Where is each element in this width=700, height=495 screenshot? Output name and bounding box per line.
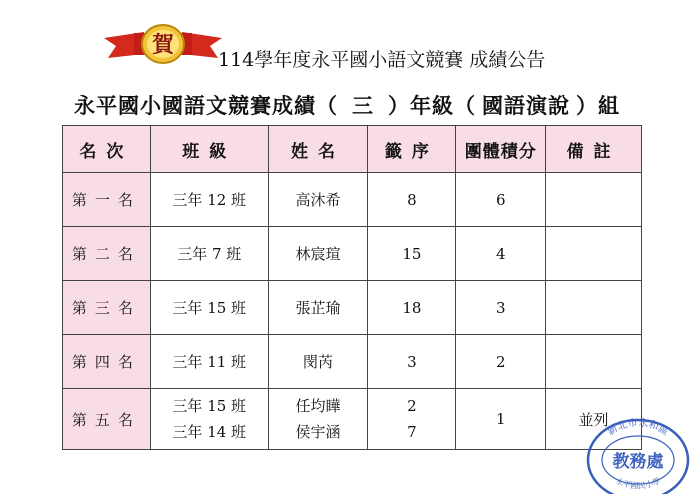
table-row	[63, 173, 642, 227]
draw-cell: 3	[368, 335, 456, 389]
team-score-cell: 4	[456, 227, 546, 281]
team-score-cell: 2	[456, 335, 546, 389]
table-row	[63, 227, 642, 281]
note-cell	[546, 173, 642, 227]
table-header-row	[63, 126, 642, 173]
note-cell: 並列	[546, 389, 642, 450]
note-cell	[546, 335, 642, 389]
name-cell: 張芷瑜	[268, 281, 368, 335]
team-score-cell: 6	[456, 173, 546, 227]
header-team-score: 團體積分	[456, 126, 546, 173]
class-cell	[150, 389, 268, 450]
class-cell: 三年 12 班	[150, 173, 268, 227]
header-rank: 名次	[63, 126, 151, 173]
official-seal	[582, 412, 694, 494]
svg-text:永平國民小學	[614, 475, 662, 490]
team-score-cell: 1	[456, 389, 546, 450]
table-row	[63, 335, 642, 389]
seal-bottom-text: 永平國民小學	[614, 476, 662, 491]
rank-cell: 第二名	[63, 227, 151, 281]
table-row-tie	[63, 389, 642, 450]
subtitle-grade: 三	[352, 94, 374, 118]
name-entry: 任均瞱	[295, 397, 341, 415]
draw-cell: 8	[368, 173, 456, 227]
team-score-cell: 3	[456, 281, 546, 335]
name-cell: 高沐希	[268, 173, 368, 227]
subtitle-category: 國語演說	[482, 94, 570, 118]
name-cell: 閔芮	[268, 335, 368, 389]
congratulations-badge	[104, 24, 222, 64]
header-class: 班級	[150, 126, 268, 173]
subtitle-prefix: 永平國小國語文競賽成績（	[74, 94, 338, 118]
rank-cell: 第四名	[63, 335, 151, 389]
draw-cell	[368, 389, 456, 450]
table-row	[63, 281, 642, 335]
badge-character: 賀	[151, 33, 175, 58]
draw-entry: 7	[407, 423, 417, 441]
results-table	[62, 125, 642, 450]
rank-cell: 第三名	[63, 281, 151, 335]
header-name: 姓名	[268, 126, 368, 173]
rank-cell: 第五名	[63, 389, 151, 450]
class-cell: 三年 7 班	[150, 227, 268, 281]
name-cell: 林宸瑄	[268, 227, 368, 281]
page-subtitle	[74, 90, 620, 120]
note-cell	[546, 227, 642, 281]
page-title: 114學年度永平國小語文競賽 成績公告	[218, 49, 546, 71]
draw-cell: 15	[368, 227, 456, 281]
draw-entry: 2	[407, 397, 417, 415]
subtitle-mid: ）年級（	[388, 94, 476, 118]
name-cell	[268, 389, 368, 450]
class-cell: 三年 11 班	[150, 335, 268, 389]
subtitle-suffix: ）組	[576, 94, 620, 118]
seal-main-text: 教務處	[612, 452, 664, 472]
class-cell: 三年 15 班	[150, 281, 268, 335]
header-draw: 籤序	[368, 126, 456, 173]
class-entry: 三年 14 班	[172, 423, 247, 441]
draw-cell: 18	[368, 281, 456, 335]
class-entry: 三年 15 班	[172, 397, 247, 415]
header-note: 備註	[546, 126, 642, 173]
note-cell	[546, 281, 642, 335]
seal-top-text: 新北市永和區	[605, 417, 671, 438]
name-entry: 侯宇涵	[295, 423, 341, 441]
rank-cell: 第一名	[63, 173, 151, 227]
